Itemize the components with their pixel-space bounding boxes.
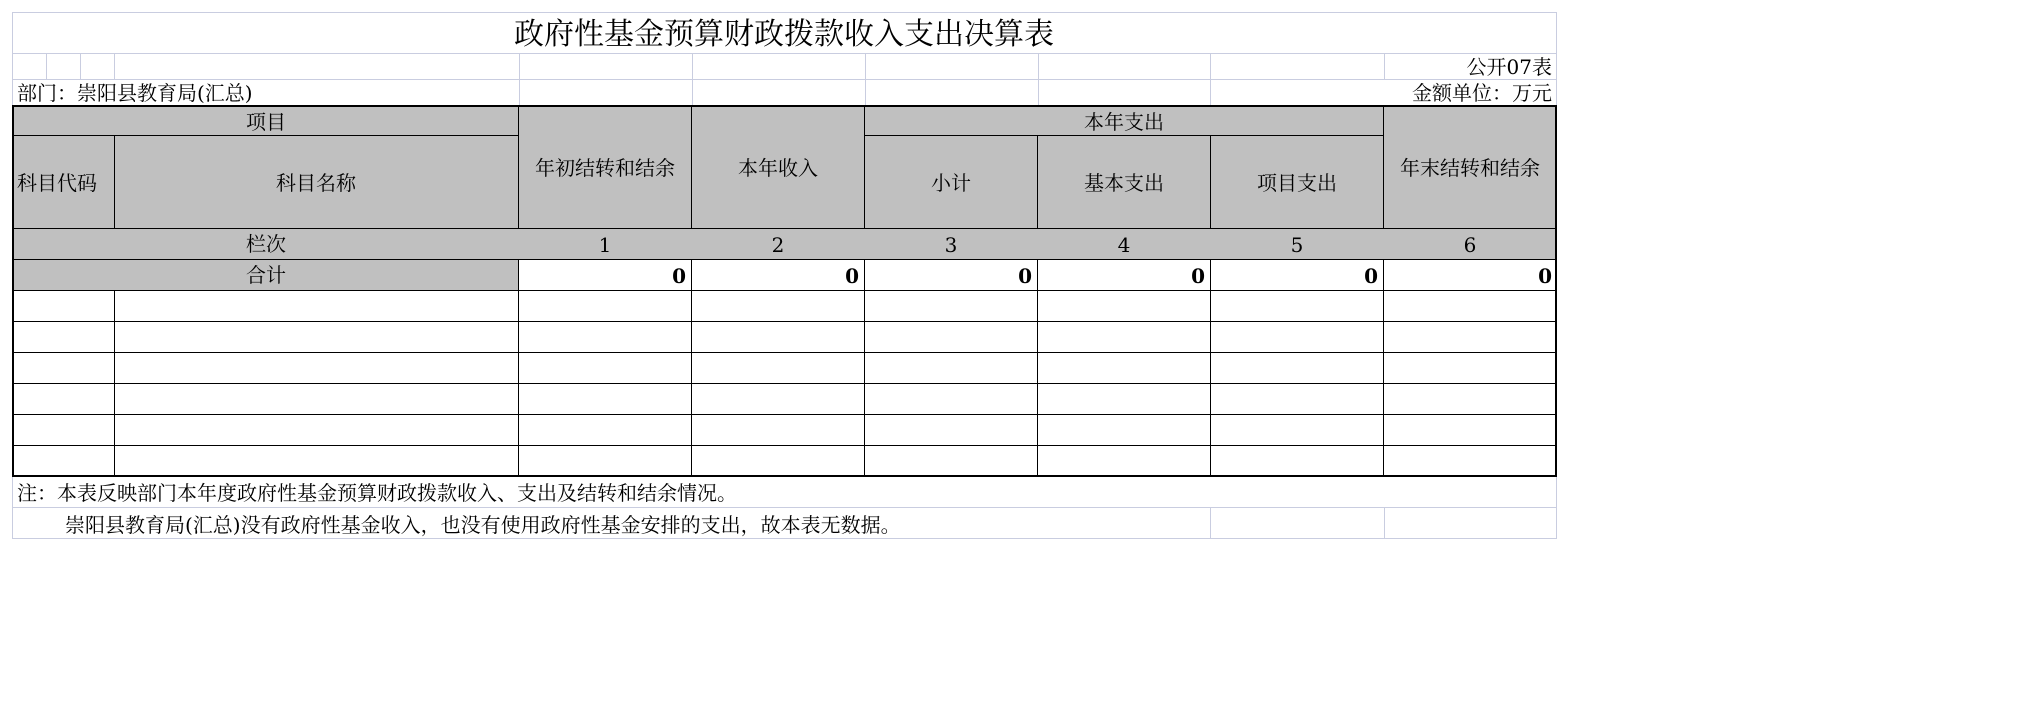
table-border <box>1037 135 1038 229</box>
header-fill-column-index <box>13 229 1556 260</box>
table-border <box>12 105 1557 107</box>
table-border <box>518 105 519 229</box>
table-border <box>865 135 1384 136</box>
column-number: 4 <box>1117 233 1131 257</box>
total-value: 0 <box>845 264 859 288</box>
grid-line <box>1384 53 1385 79</box>
grid-line <box>46 53 47 79</box>
form-code: 公开07表 <box>1466 55 1552 79</box>
table-border <box>12 290 1557 291</box>
header-current-income: 本年收入 <box>738 156 818 180</box>
grid-line <box>1210 507 1211 538</box>
table-border <box>864 259 865 476</box>
header-project-expense: 项目支出 <box>1257 171 1337 195</box>
header-item: 项目 <box>246 110 286 134</box>
grid-line <box>865 53 866 106</box>
table-border <box>12 259 1557 260</box>
column-number: 2 <box>771 233 785 257</box>
column-number: 1 <box>598 233 612 257</box>
header-current-expense: 本年支出 <box>1084 110 1164 134</box>
header-subtotal: 小计 <box>931 171 971 195</box>
header-ending-balance: 年末结转和结余 <box>1400 156 1540 180</box>
grid-line <box>12 507 1557 508</box>
column-number: 3 <box>944 233 958 257</box>
page-title: 政府性基金预算财政拨款收入支出决算表 <box>514 17 1054 52</box>
table-border <box>1555 105 1557 477</box>
unit-label: 金额单位：万元 <box>1412 81 1552 105</box>
table-border <box>12 321 1557 322</box>
header-beginning-balance: 年初结转和结余 <box>535 156 675 180</box>
grid-line <box>1384 507 1385 538</box>
table-border <box>518 259 519 476</box>
total-value: 0 <box>1018 264 1032 288</box>
total-label: 合计 <box>246 263 286 287</box>
header-subject-code: 科目代码 <box>17 171 97 195</box>
table-border <box>114 136 115 229</box>
table-border <box>12 475 1557 477</box>
column-number: 5 <box>1290 233 1304 257</box>
table-border <box>691 259 692 476</box>
table-border <box>12 105 14 477</box>
header-subject-name: 科目名称 <box>276 171 356 195</box>
table-border <box>1383 259 1384 476</box>
table-border <box>691 105 692 229</box>
table-border <box>12 414 1557 415</box>
footnote: 注：本表反映部门本年度政府性基金预算财政拨款收入、支出及结转和结余情况。 <box>17 481 737 505</box>
table-border <box>12 352 1557 353</box>
total-value: 0 <box>1538 264 1552 288</box>
grid-line <box>12 79 1557 80</box>
department-label: 部门：崇阳县教育局(汇总) <box>17 81 253 105</box>
grid-line <box>80 53 81 79</box>
no-data-statement: 崇阳县教育局(汇总)没有政府性基金收入，也没有使用政府性基金安排的支出，故本表无数据。 <box>65 513 901 537</box>
total-value: 0 <box>1191 264 1205 288</box>
table-border <box>12 383 1557 384</box>
table-border <box>12 228 1557 229</box>
table-border <box>1383 105 1384 229</box>
grid-line <box>12 12 1557 13</box>
table-border <box>1210 259 1211 476</box>
column-number: 6 <box>1463 233 1477 257</box>
header-basic-expense: 基本支出 <box>1084 171 1164 195</box>
table-border <box>114 290 115 476</box>
total-value: 0 <box>672 264 686 288</box>
grid-line <box>114 53 115 79</box>
total-value: 0 <box>1364 264 1378 288</box>
table-border <box>12 135 519 136</box>
grid-line <box>12 538 1557 539</box>
table-border <box>1037 259 1038 476</box>
table-border <box>1210 135 1211 229</box>
grid-line <box>1210 53 1211 106</box>
column-index-label: 栏次 <box>246 232 286 256</box>
grid-line <box>519 53 520 106</box>
grid-line <box>692 53 693 106</box>
table-border <box>12 445 1557 446</box>
grid-line <box>1038 53 1039 106</box>
table-border <box>864 105 865 229</box>
grid-line <box>12 53 1557 54</box>
